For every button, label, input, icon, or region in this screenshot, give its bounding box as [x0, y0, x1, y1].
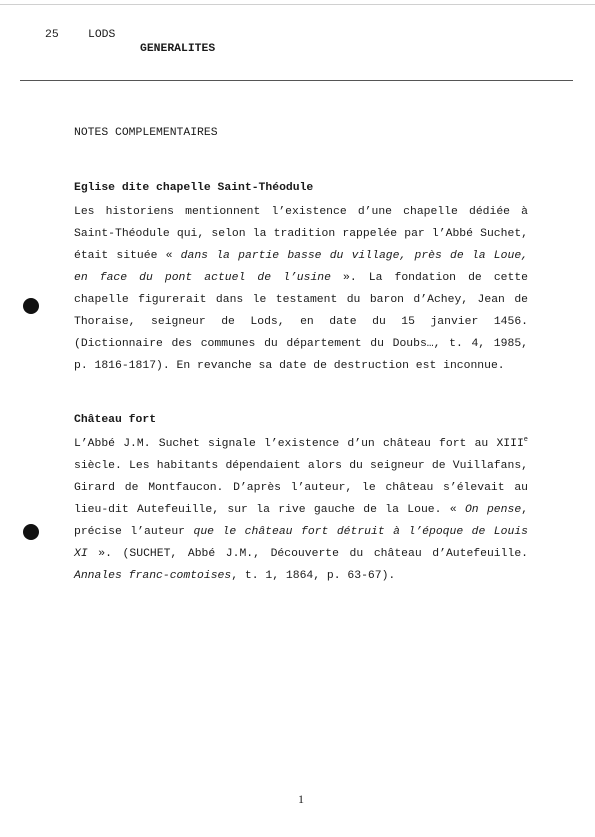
body-text: ». (SUCHET, Abbé J.M., Découverte du château d’Autefeuille. — [87, 548, 528, 560]
header-section: GENERALITES — [140, 43, 216, 55]
body-text: , précise l’auteur — [74, 504, 528, 538]
header-commune: LODS — [88, 29, 116, 41]
italic-text: que le château fort détruit à l’époque de Louis XI — [74, 526, 528, 560]
scan-edge-line — [0, 4, 595, 5]
footer-page-number: 1 — [298, 792, 304, 806]
notes-title: NOTES COMPLEMENTAIRES — [74, 127, 218, 139]
binder-hole-mark — [23, 298, 39, 314]
entry-body — [74, 201, 528, 377]
body-text: , t. 1, 1864, p. 63-67). — [231, 570, 396, 582]
body-text: ». La fondation de cette chapelle figurerait dans le testament du baron d’Achey, Jean de Thoraise, seigneur de Lods, en date du 15 janvier 1456. (Dictionnaire des communes du département du Doubs…, t. 4, 1985, p. 1816-1817). En revanche sa date de destruction est inconnue. — [74, 272, 528, 372]
body-text: siècle. Les habitants dépendaient alors du seigneur de Vuillafans, Girard de Montfaucon. D’après l’auteur, le château s’élevait au lieu-dit Autefeuille, sur la rive gauche de la Loue. « — [74, 460, 528, 516]
entry-eglise — [74, 181, 528, 377]
entry-body — [74, 433, 528, 587]
entry-chateau — [74, 413, 528, 587]
italic-text: Annales franc-comtoises — [74, 570, 232, 582]
header-page-number: 25 — [45, 29, 59, 41]
entry-heading: Château fort — [74, 414, 157, 426]
entry-heading: Eglise dite chapelle Saint-Théodule — [74, 182, 314, 194]
italic-text: On pense — [464, 504, 522, 516]
italic-text: dans la partie basse du village, près de la Loue, en face du pont actuel de l’usine — [74, 250, 528, 284]
header-divider — [20, 80, 573, 81]
superscript-text: e — [523, 436, 528, 445]
body-text: Les historiens mentionnent l’existence d’une chapelle dédiée à Saint-Théodule qui, selon la tradition rappelée par l’Abbé Suchet, était située « — [74, 206, 528, 262]
body-text: L’Abbé J.M. Suchet signale l’existence d’un château fort au XIII — [74, 438, 524, 450]
binder-hole-mark — [23, 524, 39, 540]
